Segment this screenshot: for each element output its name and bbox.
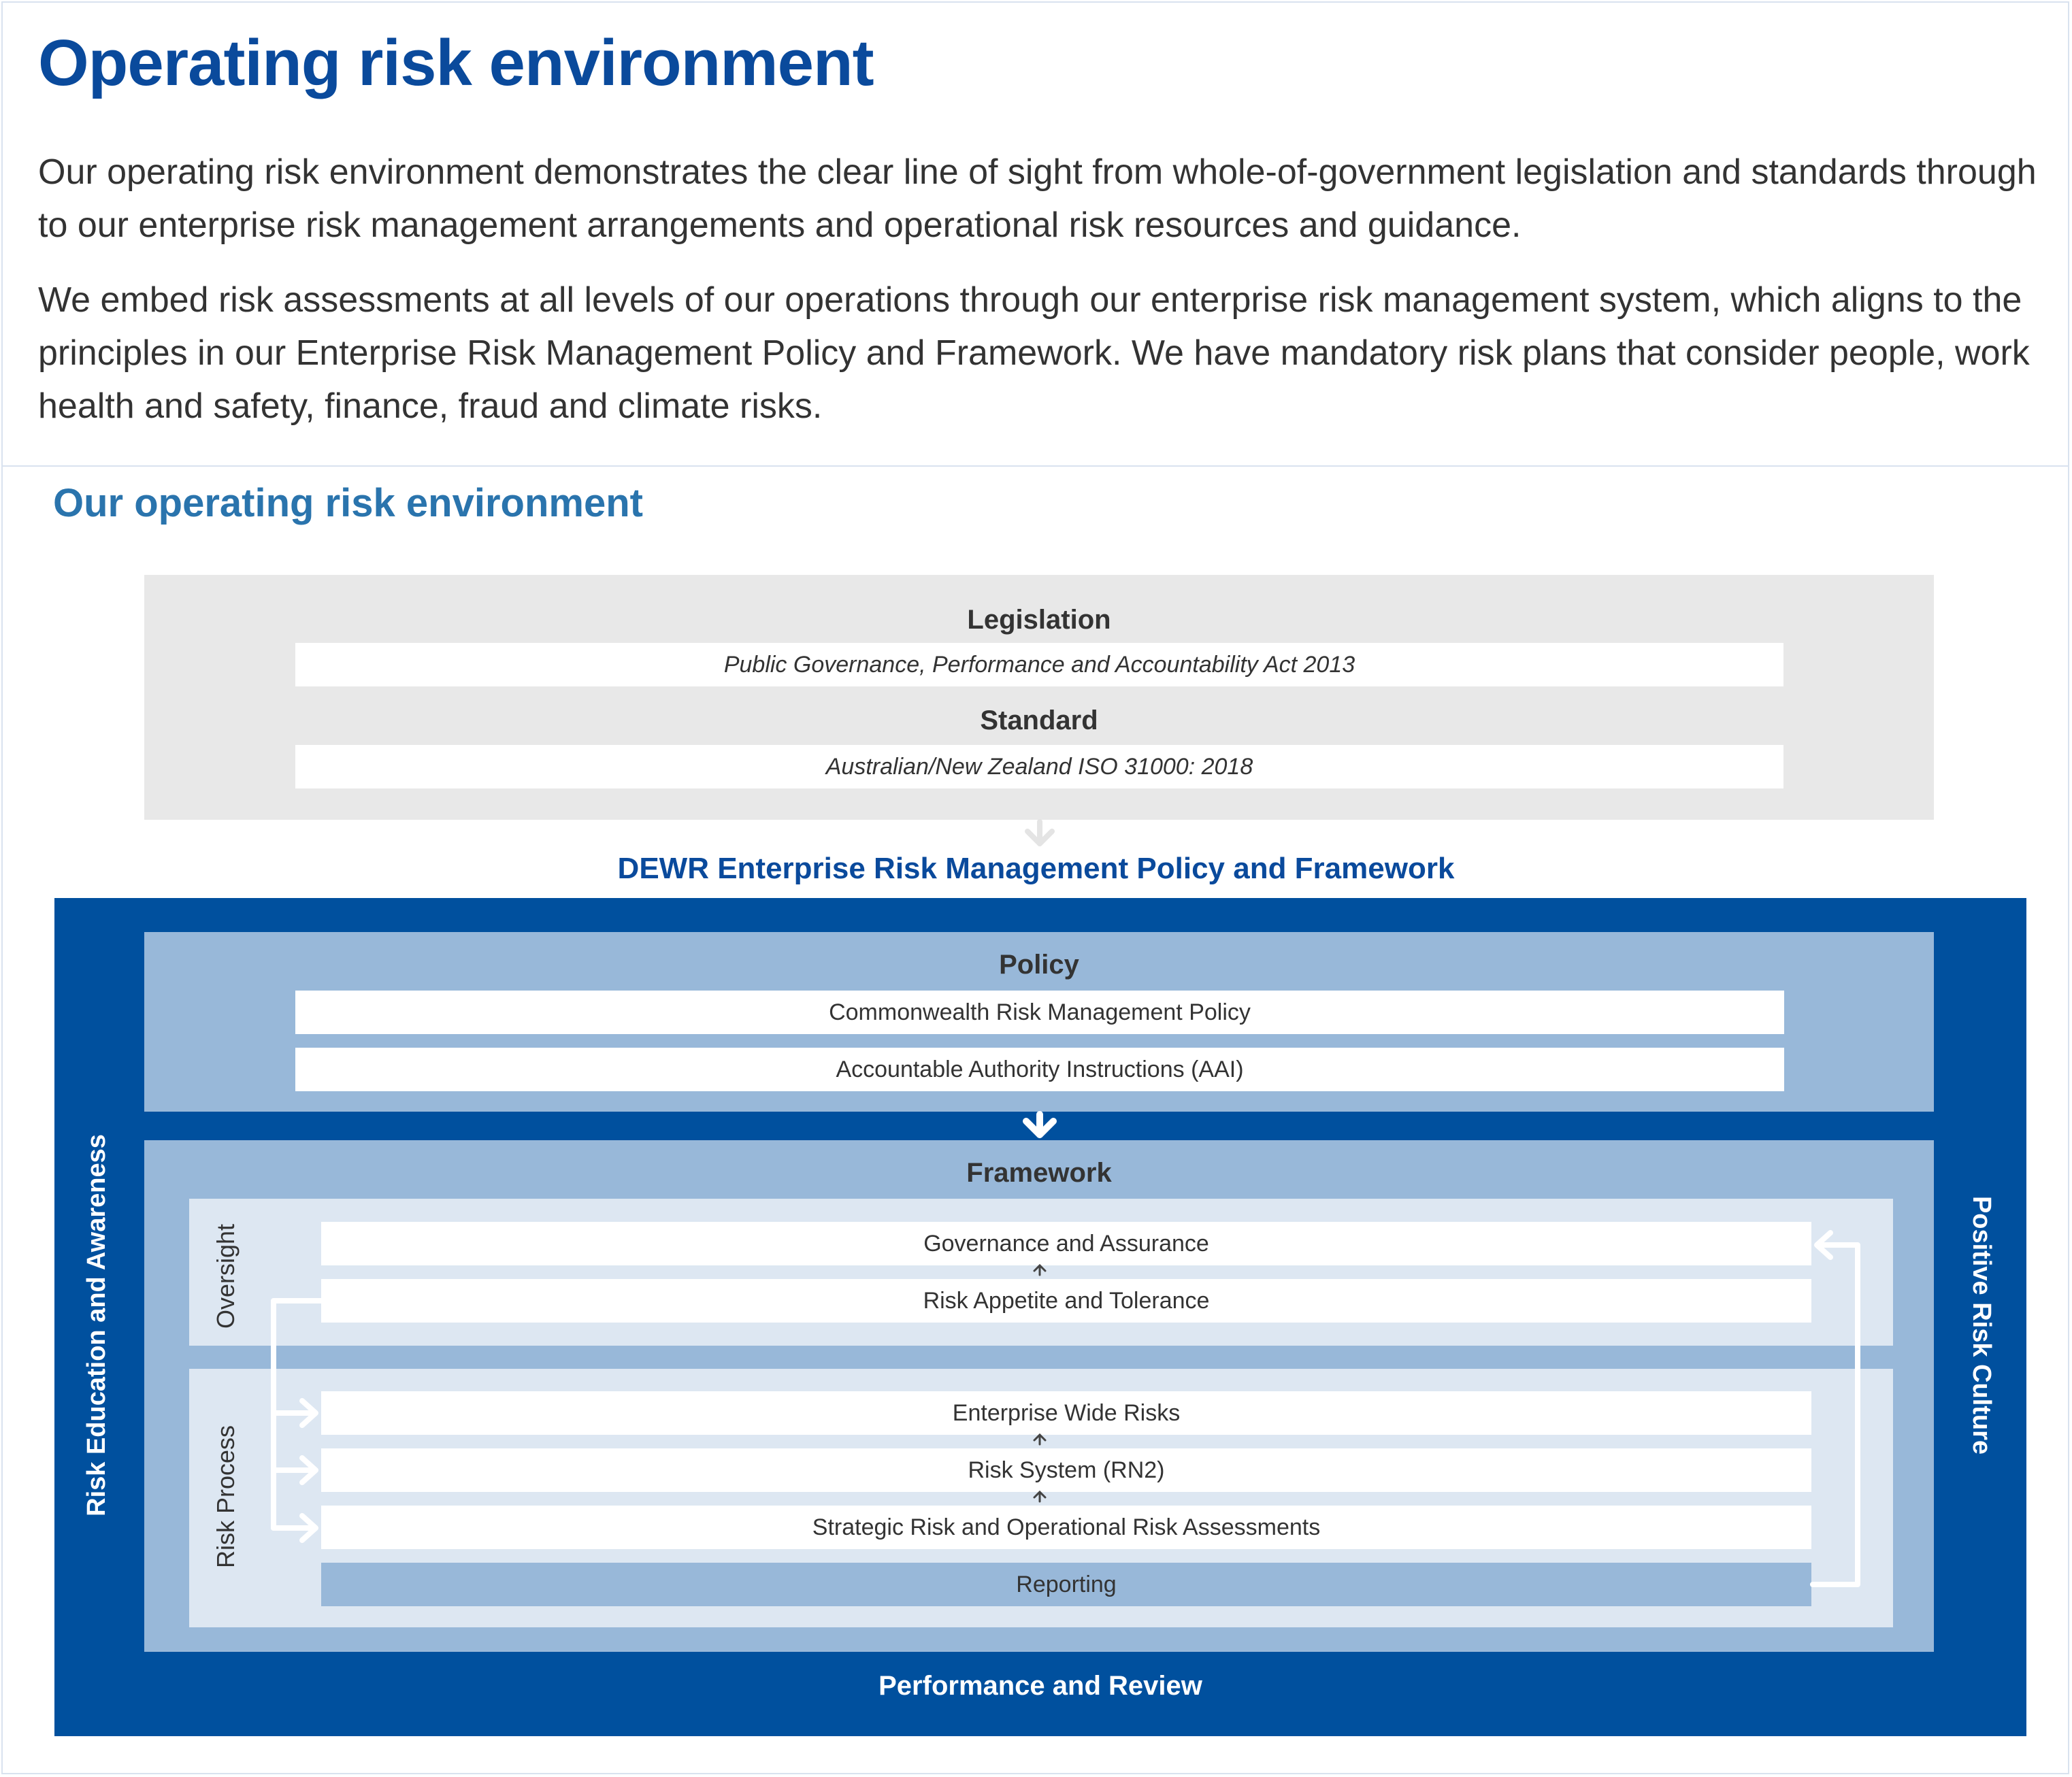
oversight-label: Oversight xyxy=(212,1223,240,1329)
reporting-item: Reporting xyxy=(321,1563,1811,1606)
framework-item: Enterprise Wide Risks xyxy=(321,1391,1811,1435)
standard-item: Australian/New Zealand ISO 31000: 2018 xyxy=(295,745,1783,788)
framework-item: Risk Appetite and Tolerance xyxy=(321,1279,1811,1323)
intro-paragraph-1: Our operating risk environment demonstrates the clear line of sight from whole-of-government legislation and standards through to our enterprise risk management arrangements and operational risk resources and guidance. xyxy=(38,152,2037,245)
arrow-up-icon xyxy=(1034,1492,1045,1501)
positive-risk-culture-label: Positive Risk Culture xyxy=(1967,1195,1996,1455)
diagram-title: Our operating risk environment xyxy=(53,481,643,525)
policy-item: Commonwealth Risk Management Policy xyxy=(295,991,1784,1034)
framework-item: Governance and Assurance xyxy=(321,1222,1811,1265)
framework-item: Risk System (RN2) xyxy=(321,1448,1811,1492)
policy-heading: Policy xyxy=(999,950,1079,980)
arrow-right-icon xyxy=(274,1301,321,1540)
intro-paragraph-2: We embed risk assessments at all levels of our operations through our enterprise risk management system, which aligns to the principles in our Enterprise Risk Management Policy and Framework. We have mandatory risk plans that consider people, work health and safety, finance, fraud and climate risks. xyxy=(38,280,2030,426)
risk-process-label: Risk Process xyxy=(212,1425,240,1569)
framework-heading: Framework xyxy=(966,1158,1112,1188)
arrow-down-icon xyxy=(1026,1114,1053,1135)
arrow-up-icon xyxy=(1034,1265,1045,1275)
standard-heading: Standard xyxy=(980,705,1098,735)
risk-education-label: Risk Education and Awareness xyxy=(82,1134,111,1516)
performance-review-label: Performance and Review xyxy=(878,1671,1202,1701)
legislation-item: Public Governance, Performance and Accountability Act 2013 xyxy=(295,643,1783,686)
framework-item: Strategic Risk and Operational Risk Assessments xyxy=(321,1506,1811,1549)
policy-item: Accountable Authority Instructions (AAI) xyxy=(295,1048,1784,1091)
erm-policy-framework-title: DEWR Enterprise Risk Management Policy and Framework xyxy=(617,852,1455,885)
legislation-heading: Legislation xyxy=(967,605,1111,635)
page-title: Operating risk environment xyxy=(38,27,874,99)
arrow-left-icon xyxy=(1813,1233,1858,1584)
arrow-up-icon xyxy=(1034,1435,1045,1444)
arrow-down-icon xyxy=(1027,822,1052,844)
